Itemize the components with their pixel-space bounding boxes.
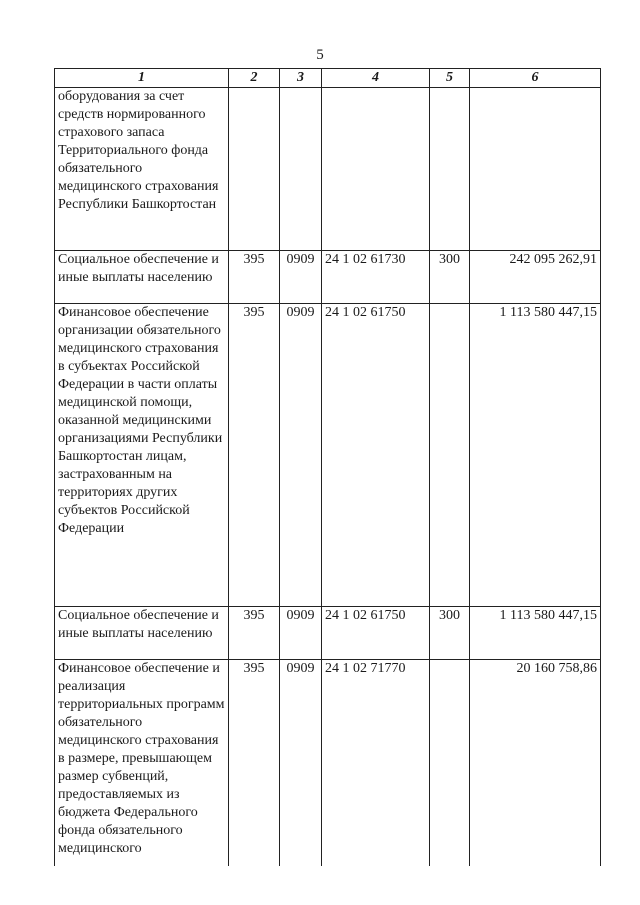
cell-amount: 1 113 580 447,15 [470,304,601,607]
table-row [55,251,601,304]
cell-name: Финансовое обеспечение и реализация территориальных программ обязательного медицинского страхования в размере, превышающем размер субвенций, предоставляемых из бюджета Федерального фонда обязательного медицинского [55,660,229,867]
table-row [55,607,601,660]
cell-section: 0909 [280,304,322,607]
cell-amount: 20 160 758,86 [470,660,601,867]
column-header-1: 1 [55,69,229,88]
cell-target: 24 1 02 61750 [322,304,430,607]
cell-expense-type [430,88,470,251]
cell-admin: 395 [229,304,280,607]
cell-expense-type: 300 [430,251,470,304]
cell-section [280,88,322,251]
page-number: 5 [316,47,324,63]
cell-expense-type [430,660,470,867]
cell-admin: 395 [229,607,280,660]
cell-expense-type [430,304,470,607]
table-row [55,304,601,607]
column-header-3: 3 [280,69,322,88]
cell-admin [229,88,280,251]
cell-admin: 395 [229,660,280,867]
cell-amount: 1 113 580 447,15 [470,607,601,660]
cell-section: 0909 [280,607,322,660]
cell-name: Финансовое обеспечение организации обязательного медицинского страхования в субъектах Российской Федерации в части оплаты медицинской помощи, оказанной медицинскими организациями Республики Башкортостан лицам, застрахованным на территориях других субъектов Российской Федерации [55,304,229,607]
header-row [55,69,601,88]
cell-name: оборудования за счет средств нормированного страхового запаса Территориального фонда обязательного медицинского страхования Республики Башкортостан [55,88,229,251]
cell-section: 0909 [280,251,322,304]
cell-target [322,88,430,251]
cell-name: Социальное обеспечение и иные выплаты населению [55,607,229,660]
cell-expense-type: 300 [430,607,470,660]
column-header-6: 6 [470,69,601,88]
cell-target: 24 1 02 71770 [322,660,430,867]
cell-section: 0909 [280,660,322,867]
cell-target: 24 1 02 61750 [322,607,430,660]
column-header-5: 5 [430,69,470,88]
table-row [55,88,601,251]
cell-name: Социальное обеспечение и иные выплаты населению [55,251,229,304]
column-header-2: 2 [229,69,280,88]
table-row [55,660,601,867]
cell-amount [470,88,601,251]
cell-admin: 395 [229,251,280,304]
cell-amount: 242 095 262,91 [470,251,601,304]
column-header-4: 4 [322,69,430,88]
budget-table [54,68,601,866]
cell-target: 24 1 02 61730 [322,251,430,304]
